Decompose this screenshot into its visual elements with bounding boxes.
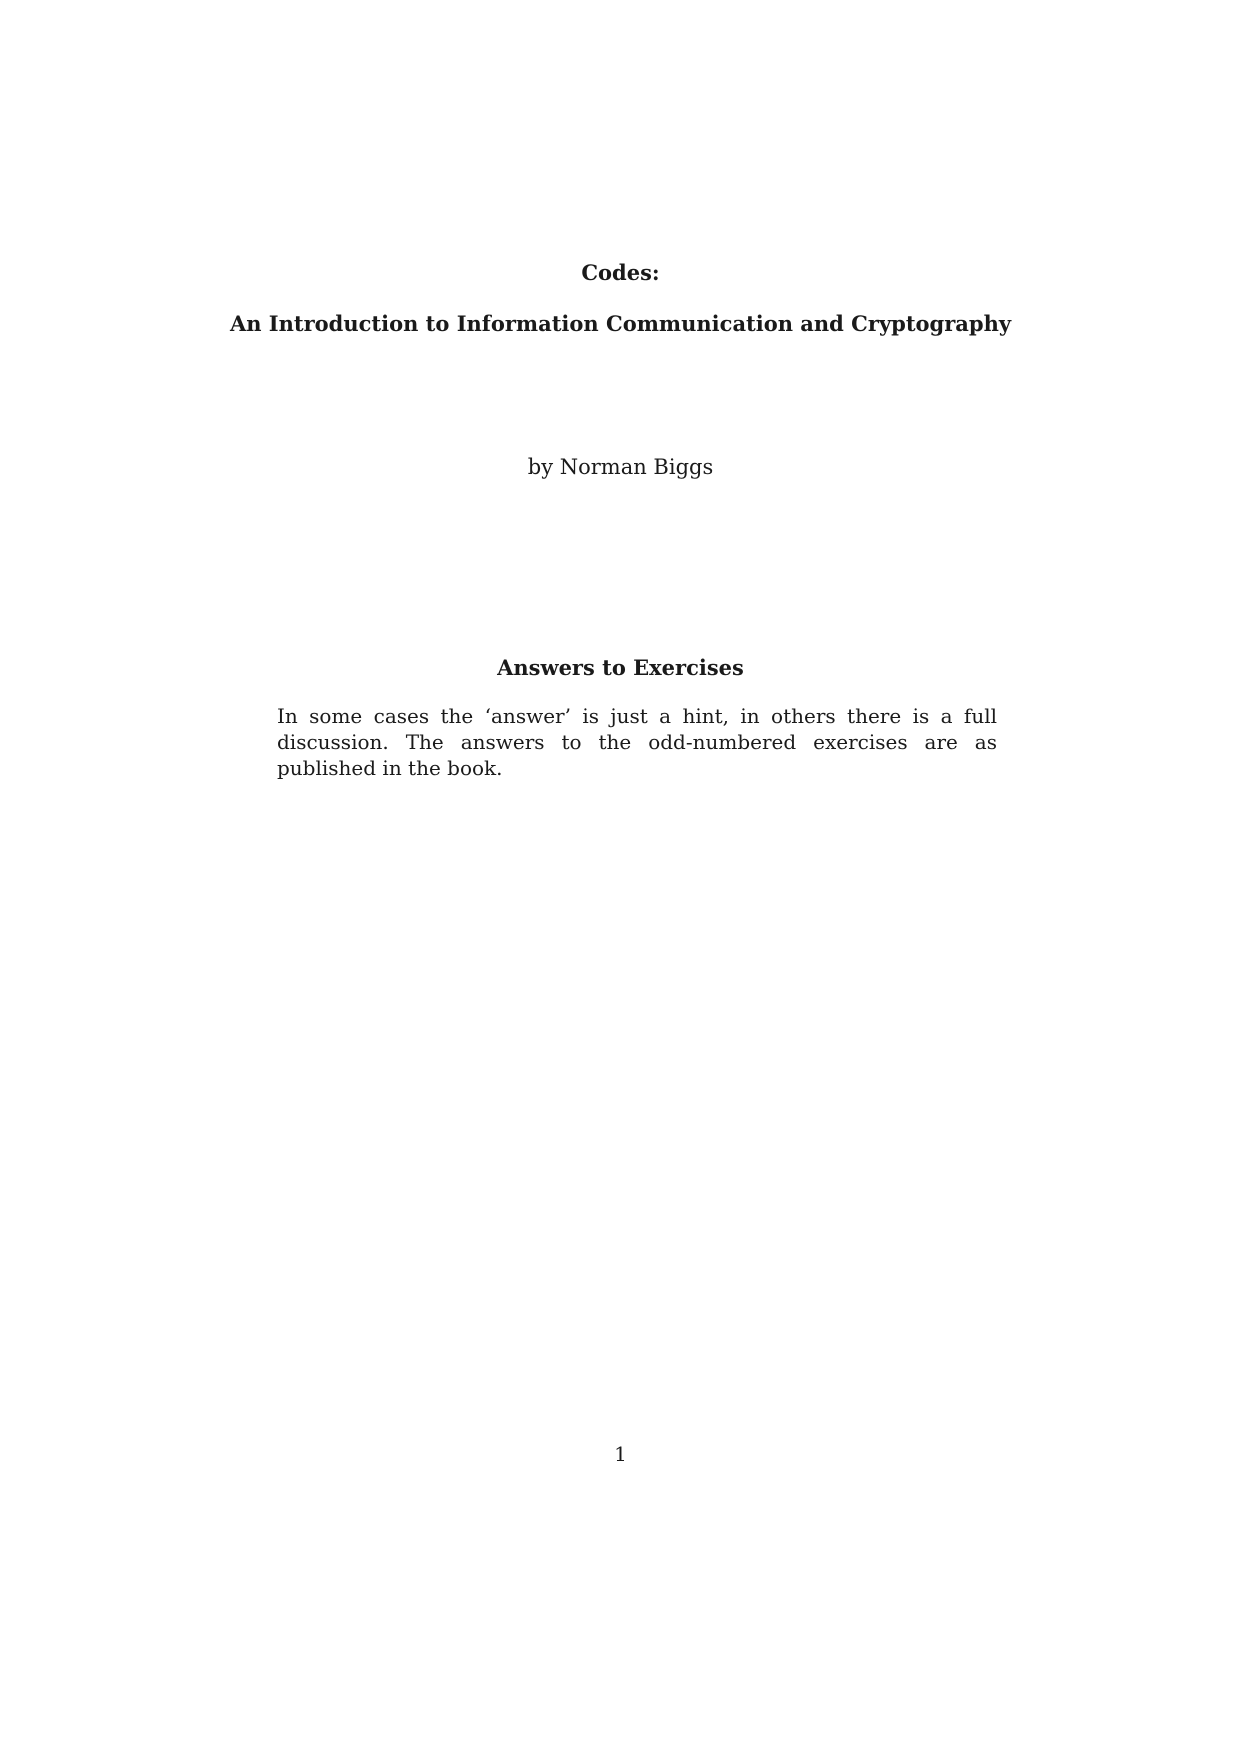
page-number: 1 [614,1442,627,1466]
section-heading: Answers to Exercises [497,655,744,680]
document-title: Codes: [581,260,660,285]
document-subtitle: An Introduction to Information Communication and Cryptography [229,311,1012,336]
author-line: by Norman Biggs [527,455,714,479]
intro-paragraph: In some cases the ‘answer’ is just a hint, in others there is a full discussion. The answers to the odd-numbered exercises are as published in the book. [277,704,997,780]
